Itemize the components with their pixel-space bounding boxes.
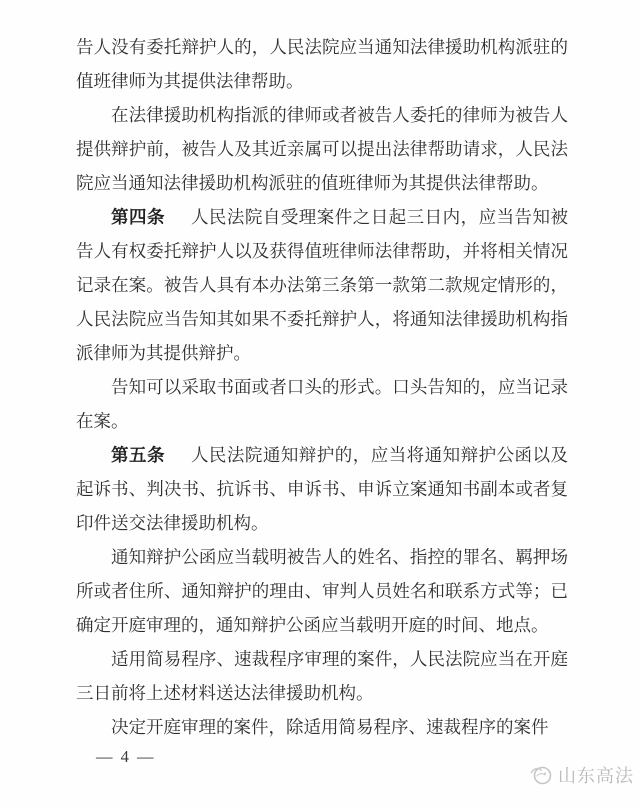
paragraph: 告人没有委托辩护人的，人民法院应当通知法律援助机构派驻的值班律师为其提供法律帮助。 xyxy=(76,37,568,91)
page-number: — 4 — xyxy=(96,747,156,766)
paragraph: 适用简易程序、速裁程序审理的案件，人民法院应当在开庭三日前将上述材料送达法律援助机构。 xyxy=(76,649,568,703)
document-body xyxy=(76,30,568,744)
watermark xyxy=(529,762,634,788)
paragraph: 在法律援助机构指派的律师或者被告人委托的律师为被告人提供辩护前，被告人及其近亲属可以提出法律帮助请求，人民法院应当通知法律援助机构派驻的值班律师为其提供法律帮助。 xyxy=(76,105,568,193)
paragraph: 第五条 人民法院通知辩护的，应当将通知辩护公函以及起诉书、判决书、抗诉书、申诉书、申诉立案通知书副本或者复印件送交法律援助机构。 xyxy=(76,445,569,533)
watermark-label: 山东高法 xyxy=(558,766,634,786)
paragraph: 通知辩护公函应当载明被告人的姓名、指控的罪名、羁押场所或者住所、通知辩护的理由、审判人员姓名和联系方式等；已确定开庭审理的，通知辩护公函应当载明开庭的时间、地点。 xyxy=(76,547,568,635)
shandong-gaofa-logo-icon xyxy=(529,763,553,787)
paragraph: 第四条 人民法院自受理案件之日起三日内，应当告知被告人有权委托辩护人以及获得值班律师法律帮助，并将相关情况记录在案。被告人具有本办法第三条第一款第二款规定情形的，人民法院应当告知其如果不委托辩护人，将通知法律援助机构指派律师为其提供辩护。 xyxy=(76,207,569,363)
paragraph: 决定开庭审理的案件，除适用简易程序、速裁程序的案件 xyxy=(111,717,549,737)
paragraph: 告知可以采取书面或者口头的形式。口头告知的，应当记录在案。 xyxy=(76,377,568,431)
article-number: 第四条 xyxy=(111,207,165,227)
article-number: 第五条 xyxy=(111,445,165,465)
